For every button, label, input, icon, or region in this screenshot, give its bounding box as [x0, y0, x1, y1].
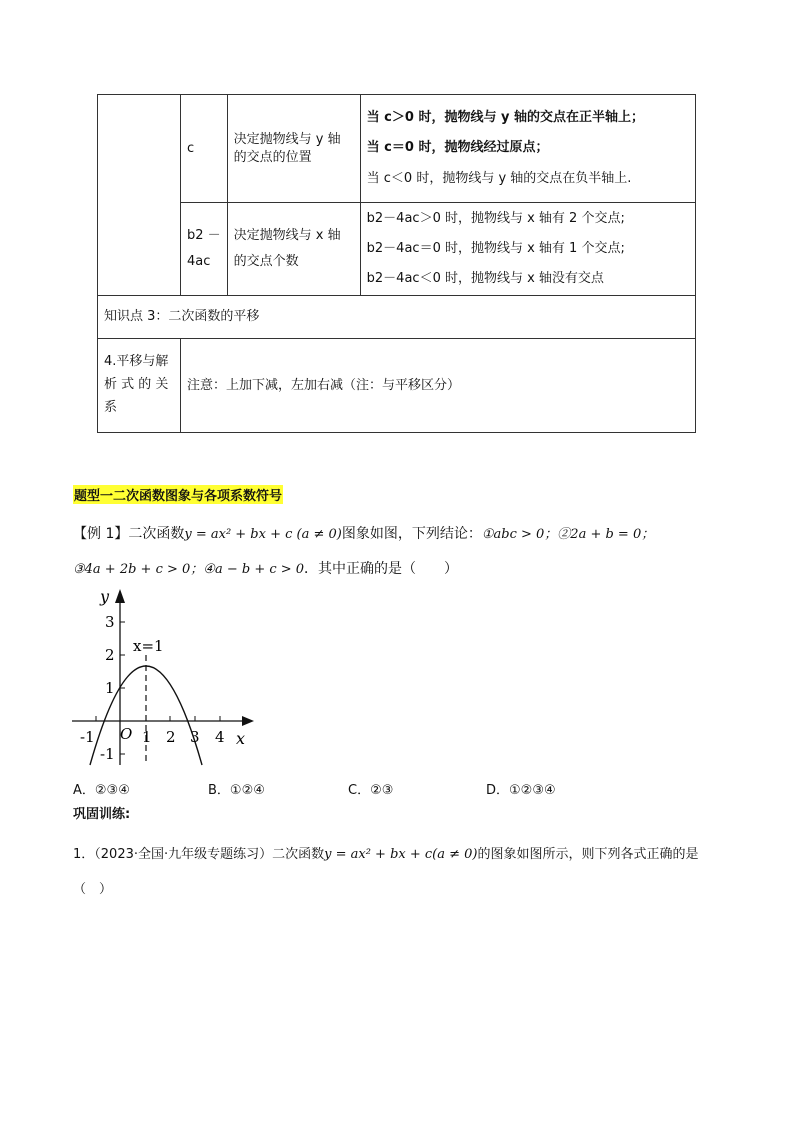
choice-c[interactable]: C．②③	[348, 783, 394, 798]
question-1-line1: 1．（2023·全国·九年级专题练习）二次函数y = ax² + bx + c(a ≠ 0)的图象如图所示，则下列各式正确的是	[73, 847, 699, 862]
knowledge-table	[97, 94, 696, 433]
section-title: 题型一二次函数图象与各项系数符号	[73, 485, 283, 504]
shift-label: 4.平移与解 析 式 的 关 系	[98, 339, 181, 433]
desc-c: 当 c＞0 时，抛物线与 y 轴的交点在正半轴上； 当 c＝0 时，抛物线经过原点； 当 c＜0 时，抛物线与 y 轴的交点在负半轴上.	[360, 95, 695, 203]
x-tick-4: 4	[215, 728, 225, 746]
example-1-line2: ③4a + 2b + c > 0；④a − b + c > 0．其中正确的是（ ）	[73, 561, 459, 577]
example-1-line1: 【例 1】二次函数y = ax² + bx + c (a ≠ 0)图象如图，下列结论：①abc > 0；②2a + b = 0；	[73, 526, 655, 542]
y-tick-3: 3	[105, 613, 115, 631]
knowledge-point-3: 知识点 3：二次函数的平移	[98, 296, 696, 339]
desc-discriminant: b2－4ac＞0 时，抛物线与 x 轴有 2 个交点; b2－4ac＝0 时，抛物线与 x 轴有 1 个交点; b2－4ac＜0 时，抛物线与 x 轴没有交点	[360, 203, 695, 296]
question-1-paren: （ ）	[73, 882, 113, 897]
symbol-c: c	[181, 95, 228, 203]
y-tick-1: 1	[105, 679, 115, 697]
x-axis-arrow-icon	[242, 716, 254, 726]
role-c: 决定抛物线与 y 轴 的交点的位置	[227, 95, 360, 203]
practice-title: 巩固训练:	[73, 807, 131, 822]
x-tick-3: 3	[190, 728, 200, 746]
origin-label: O	[120, 725, 133, 743]
y-axis-label: y	[100, 587, 110, 606]
shift-note: 注意：上加下减，左加右减（注：与平移区分）	[181, 339, 696, 433]
symbol-discriminant: b2 － 4ac	[181, 203, 228, 296]
x-axis-label: x	[236, 729, 246, 748]
table-empty-cell	[98, 95, 181, 296]
x-tick-1: 1	[142, 728, 152, 746]
x-tick-2: 2	[166, 728, 176, 746]
choice-b[interactable]: B．①②④	[208, 783, 265, 798]
parabola-graph	[60, 583, 270, 773]
x-tick-neg1: -1	[80, 728, 95, 746]
choice-a[interactable]: A．②③④	[73, 783, 130, 798]
symmetry-axis-label: x=1	[133, 637, 164, 655]
choice-d[interactable]: D．①②③④	[486, 783, 556, 798]
y-axis-arrow-icon	[115, 589, 125, 603]
y-tick-2: 2	[105, 646, 115, 664]
role-discriminant: 决定抛物线与 x 轴 的交点个数	[227, 203, 360, 296]
y-tick-neg1: -1	[100, 745, 115, 763]
